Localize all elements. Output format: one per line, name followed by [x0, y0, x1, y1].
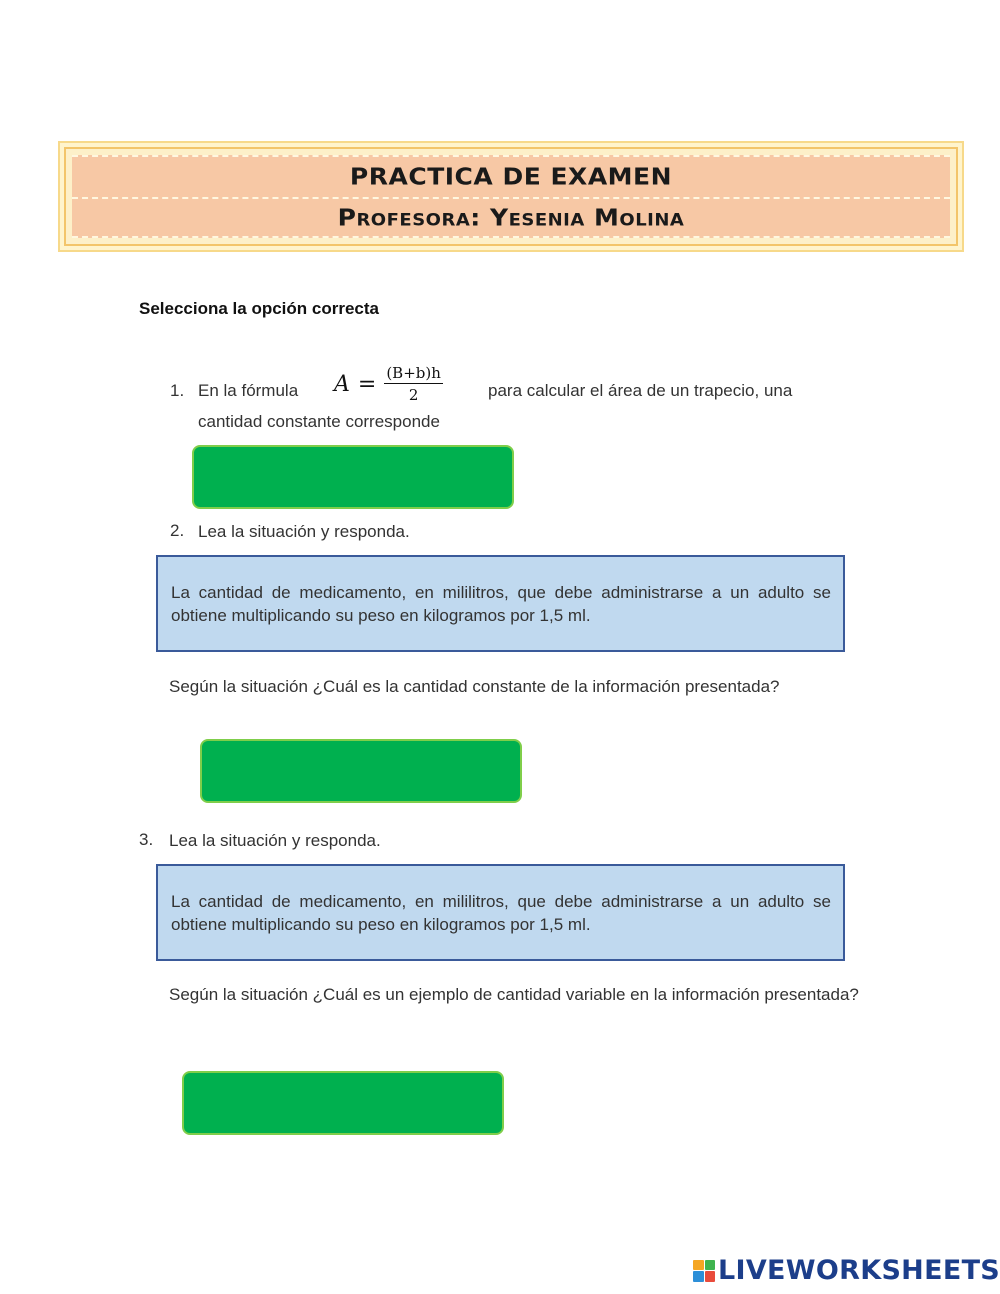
question-2-prompt: Según la situación ¿Cuál es la cantidad constante de la información presentada?	[169, 677, 780, 696]
formula-lhs: A	[334, 371, 350, 397]
logo-square-2	[705, 1260, 716, 1271]
header-band	[72, 155, 950, 238]
header-banner	[58, 141, 964, 252]
question-1-text-after: para calcular el área de un trapecio, una	[488, 381, 793, 400]
instruction-text: Selecciona la opción correcta	[139, 299, 379, 318]
question-3-number: 3.	[139, 830, 154, 849]
question-3-prompt: Según la situación ¿Cuál es un ejemplo de cantidad variable en la información presentada?	[169, 985, 859, 1004]
logo-square-1	[693, 1260, 704, 1271]
answer-field-3[interactable]	[182, 1071, 504, 1135]
question-2-text: Lea la situación y responda.	[198, 522, 410, 541]
answer-field-2[interactable]	[200, 739, 522, 803]
logo-square-3	[693, 1271, 704, 1282]
trapezoid-area-formula	[334, 364, 443, 404]
formula-equals: =	[357, 371, 377, 397]
question-1-text-before: En la fórmula	[198, 381, 299, 400]
formula-fraction	[384, 364, 443, 404]
question-1-number: 1.	[170, 381, 185, 400]
formula-numerator: (B+b)h	[386, 364, 441, 382]
situation-box-2: La cantidad de medicamento, en mililitros, que debe administrarse a un adulto se obtiene multiplicando su peso en kilogramos por 1,5 ml.	[156, 555, 845, 652]
liveworksheets-logo[interactable]	[693, 1255, 1000, 1286]
situation-box-3: La cantidad de medicamento, en mililitros, que debe administrarse a un adulto se obtiene multiplicando su peso en kilogramos por 1,5 ml.	[156, 864, 845, 961]
question-2-number: 2.	[170, 521, 185, 540]
logo-square-4	[705, 1271, 716, 1282]
teacher-name: Profesora: Yesenia Molina	[337, 203, 685, 231]
logo-text: LIVEWORKSHEETS	[718, 1255, 1000, 1286]
logo-icon	[693, 1260, 715, 1282]
header-inner	[64, 147, 958, 246]
formula-denominator: 2	[408, 386, 419, 404]
question-3-text: Lea la situación y responda.	[169, 831, 381, 850]
page-title: PRACTICA DE EXAMEN	[349, 162, 673, 190]
question-1-text-line2: cantidad constante corresponde	[198, 412, 440, 431]
answer-field-1[interactable]	[192, 445, 514, 509]
